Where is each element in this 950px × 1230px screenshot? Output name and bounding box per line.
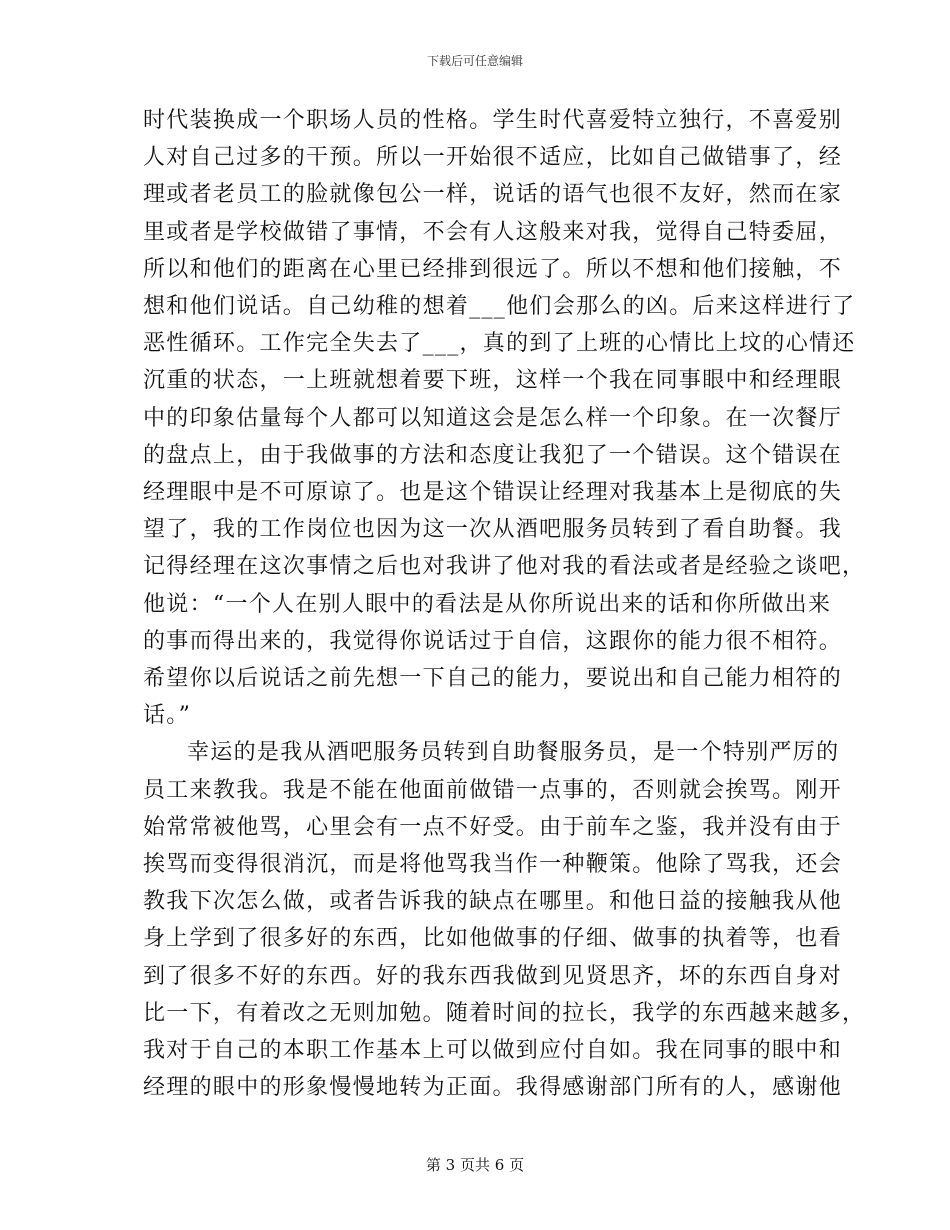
text-line: 的事而得出来的，我觉得你说话过于自信，这跟你的能力很不相符。 [143,628,843,654]
text-line: 他说：“一个人在别人眼中的看法是从你所说出来的话和你所做出来 [143,591,832,617]
text-line: 经理的眼中的形象慢慢地转为正面。我得感谢部门所有的人，感谢他 [143,1075,843,1101]
text-line: 话。” [143,703,192,729]
paragraph-2 [143,734,866,1106]
text-line: 时代装换成一个职场人员的性格。学生时代喜爱特立独行，不喜爱别 [143,108,843,133]
text-line: 到了很多不好的东西。好的我东西我做到见贤思齐，坏的东西自身对 [143,963,843,989]
text-line: 沉重的状态，一上班就想着要下班，这样一个我在同事眼中和经理眼 [143,368,843,394]
text-line: 始常常被他骂，心里会有一点不好受。由于前车之鉴，我并没有由于 [143,814,843,840]
text-line: 幸运的是我从酒吧服务员转到自助餐服务员，是一个特别严厉的 [187,740,840,766]
text-line: 所以和他们的距离在心里已经排到很远了。所以不想和他们接触，不 [143,256,843,282]
text-line: 望了，我的工作岗位也因为这一次从酒吧服务员转到了看自助餐。我 [143,517,843,543]
text-line: 理或者老员工的脸就像包公一样，说话的语气也很不友好，然而在家 [143,182,843,208]
text-line: 人对自己过多的干预。所以一开始很不适应，比如自己做错事了，经 [143,145,843,171]
text-line: 的盘点上，由于我做事的方法和态度让我犯了一个错误。这个错误在 [143,442,843,468]
text-line: 中的印象估量每个人都可以知道这会是怎么样一个印象。在一次餐厅 [143,405,843,431]
text-line: 恶性循环。工作完全失去了___，真的到了上班的心情比上坟的心情还 [143,331,856,357]
text-line: 经理眼中是不可原谅了。也是这个错误让经理对我基本上是彻底的失 [143,480,843,506]
text-line: 比一下，有着改之无则加勉。随着时间的拉长，我学的东西越来越多， [143,1000,866,1026]
text-line: 身上学到了很多好的东西，比如他做事的仔细、做事的执着等，也看 [143,926,843,952]
text-line: 希望你以后说话之前先想一下自己的能力，要说出和自己能力相符的 [143,666,843,692]
document-body [143,102,866,1106]
text-line: 想和他们说话。自己幼稚的想着___他们会那么的凶。后来这样进行了 [143,294,856,320]
text-line: 记得经理在这次事情之后也对我讲了他对我的看法或者是经验之谈吧， [143,554,866,580]
page-header-note: 下载后可任意编辑 [426,54,523,68]
paragraph-1 [143,102,866,734]
text-line: 挨骂而变得很消沉，而是将他骂我当作一种鞭策。他除了骂我，还会 [143,852,843,878]
text-line: 里或者是学校做错了事情，不会有人这般来对我，觉得自己特委屈， [143,219,843,245]
text-line: 我对于自己的本职工作基本上可以做到应付自如。我在同事的眼中和 [143,1038,843,1064]
text-line: 教我下次怎么做，或者告诉我的缺点在哪里。和他日益的接触我从他 [143,889,843,915]
page-number: 第 3 页共 6 页 [425,1156,525,1174]
text-line: 员工来教我。我是不能在他面前做错一点事的，否则就会挨骂。刚开 [143,777,843,803]
